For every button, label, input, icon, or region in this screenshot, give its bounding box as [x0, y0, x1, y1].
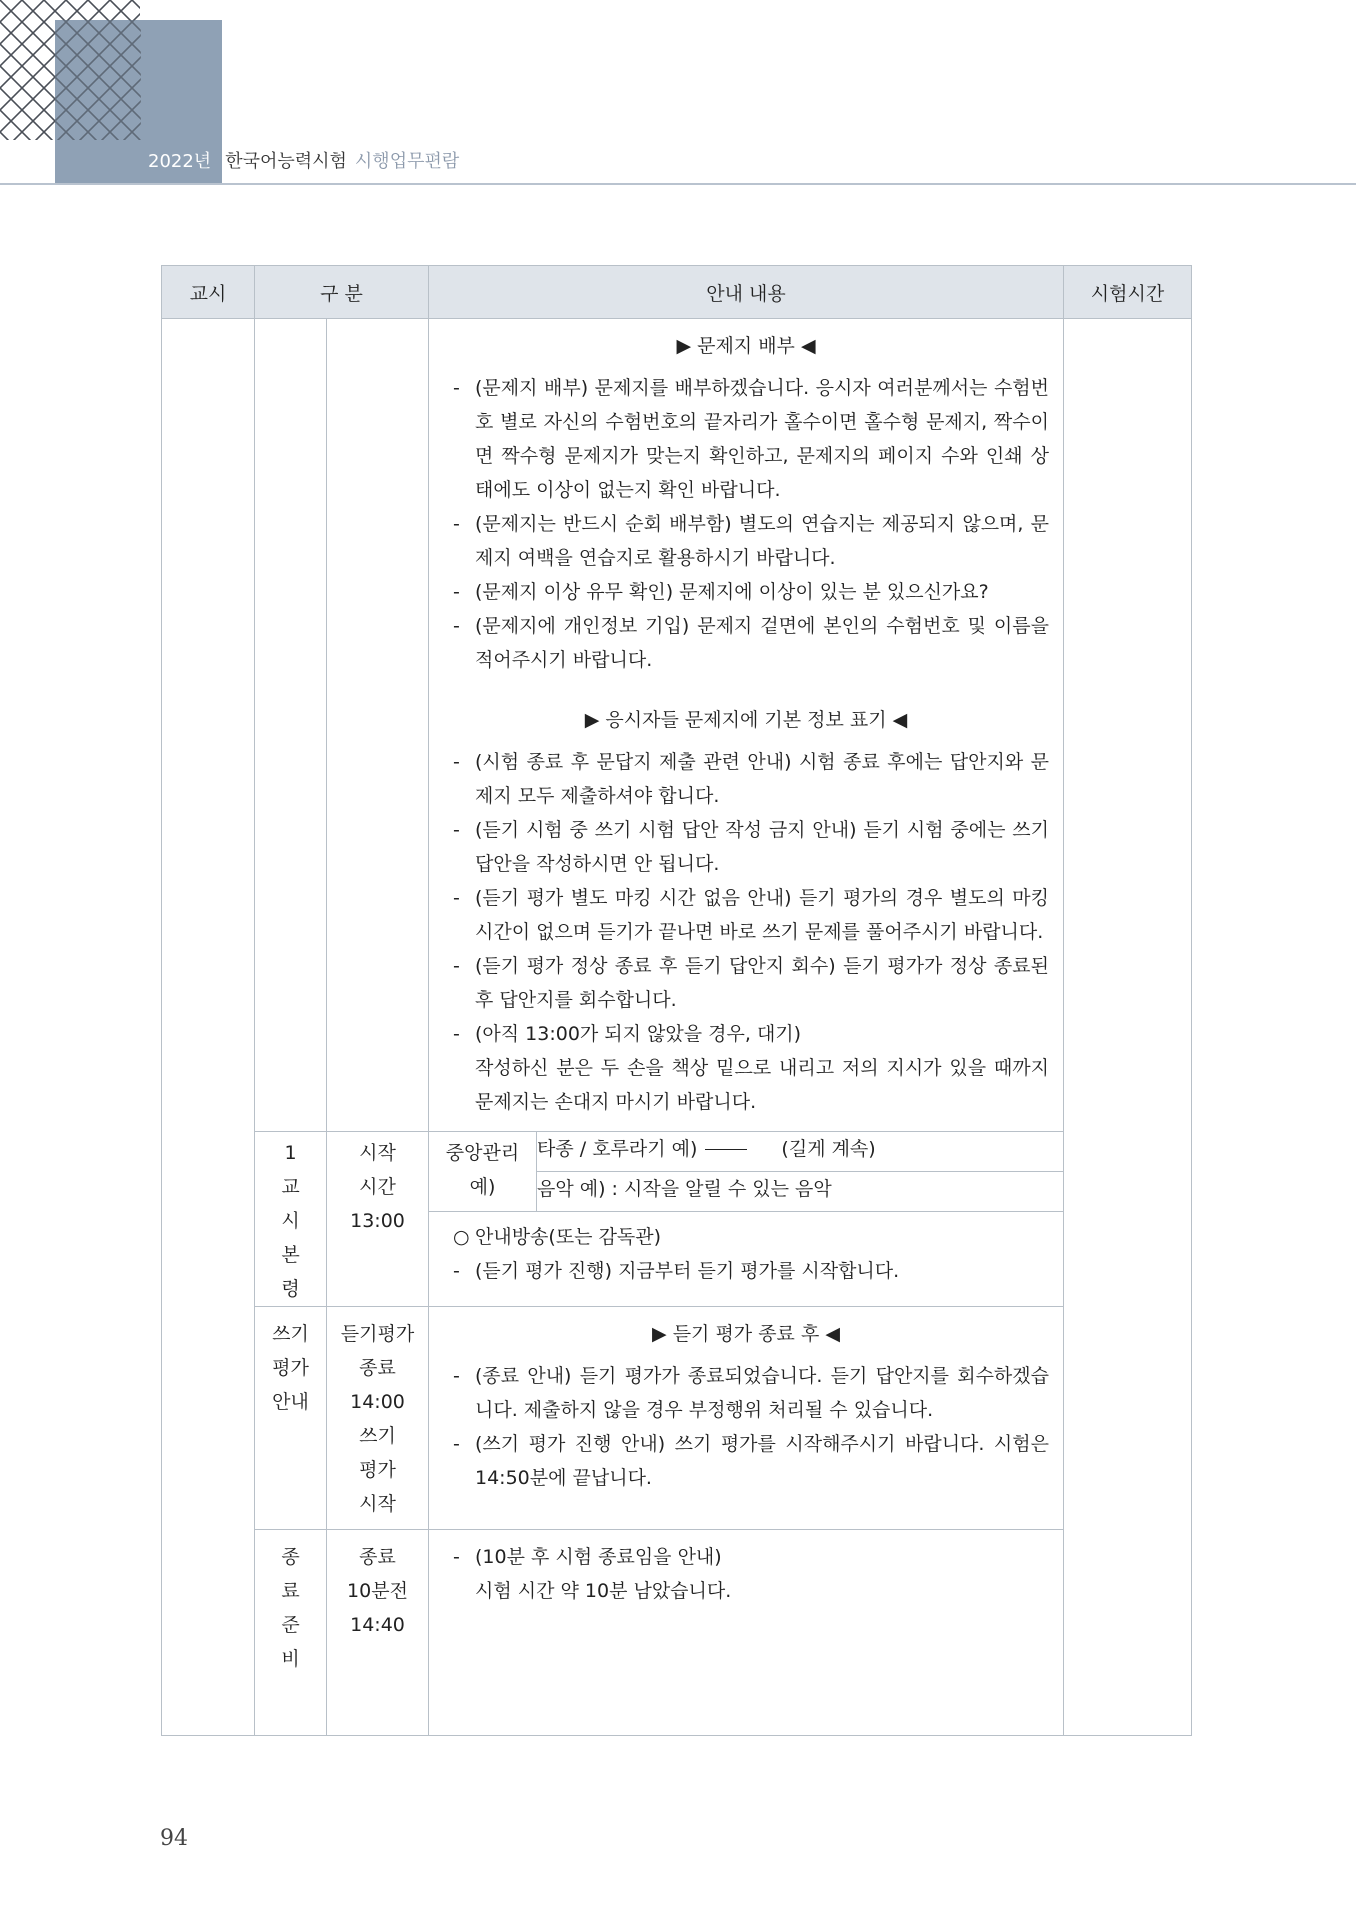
broadcast-cell [429, 1211, 1064, 1306]
table-row-writing [162, 1307, 1192, 1530]
category-main-writing: 쓰기 평가 안내 [255, 1307, 327, 1530]
content-cell-distribution [429, 319, 1064, 1132]
header-subtitle: 시행업무편람 [354, 151, 460, 172]
header-exam-name: 한국어능력시험 [225, 151, 347, 172]
header-rule [0, 183, 1356, 185]
table-row-distribution [162, 319, 1192, 1132]
list-item: - (문제지에 개인정보 기입) 문제지 겉면에 본인의 수험번호 및 이름을 적어주시기 바랍니다. [453, 615, 1049, 671]
basic-info-list [429, 745, 1063, 1119]
section-title-basic-info: ▶ 응시자들 문제지에 기본 정보 표기 ◀ [584, 709, 908, 731]
category-cell-empty-1 [255, 319, 327, 1132]
list-item: - (문제지 배부) 문제지를 배부하겠습니다. 응시자 여러분께서는 수험번호 별로 자신의 수험번호의 끝자리가 홀수이면 홀수형 문제지, 짝수이면 짝수형 문제지가 맞는지 확인하고, 문제지의 페이지 수와 인쇄 상태에도 이상이 없는지 확인 바랍니다. [453, 377, 1049, 501]
list-item: - (종료 안내) 듣기 평가가 종료되었습니다. 듣기 답안지를 회수하겠습니다. 제출하지 않을 경우 부정행위 처리될 수 있습니다. [453, 1365, 1049, 1421]
category-main-end: 종 료 준 비 [255, 1530, 327, 1736]
list-item: - (듣기 평가 진행) 지금부터 듣기 평가를 시작합니다. [453, 1259, 900, 1282]
header-year: 2022년 [148, 151, 212, 172]
category-main-start: 1 교 시 본 령 [255, 1132, 327, 1307]
table-row-start [162, 1132, 1192, 1172]
page-number: 94 [160, 1826, 188, 1851]
writing-list [429, 1359, 1063, 1495]
broadcast-list [453, 1254, 1049, 1288]
central-control-label: 중앙관리 예) [429, 1132, 537, 1212]
list-item: - (듣기 평가 별도 마킹 시간 없음 안내) 듣기 평가의 경우 별도의 마킹 시간이 없으며 듣기가 끝나면 바로 쓰기 문제를 풀어주시기 바랍니다. [453, 887, 1049, 943]
header-period: 교시 [162, 266, 255, 319]
time-cell [1064, 319, 1192, 1736]
table-row-end [162, 1530, 1192, 1736]
list-item: - (아직 13:00가 되지 않았을 경우, 대기) 작성하신 분은 두 손을 책상 밑으로 내리고 저의 지시가 있을 때까지 문제지는 손대지 마시기 바랍니다. [453, 1023, 1049, 1113]
list-item: - (듣기 시험 중 쓰기 시험 답안 작성 금지 안내) 듣기 시험 중에는 쓰기 답안을 작성하시면 안 됩니다. [453, 819, 1049, 875]
signal-music-line: 음악 예) : 시작을 알릴 수 있는 음악 [537, 1171, 1064, 1211]
running-header [148, 147, 459, 173]
broadcast-line: ○ 안내방송(또는 감독관) [453, 1225, 662, 1248]
list-item: - (문제지 이상 유무 확인) 문제지에 이상이 있는 분 있으신가요? [453, 581, 989, 603]
list-item: - (10분 후 시험 종료임을 안내) 시험 시간 약 10분 남았습니다. [453, 1546, 732, 1602]
end-list [429, 1540, 1063, 1608]
header-category: 구 분 [255, 266, 429, 319]
section-title-listening-end: ▶ 듣기 평가 종료 후 ◀ [652, 1323, 840, 1345]
table-header-row [162, 266, 1192, 319]
category-cell-empty-2 [327, 319, 429, 1132]
category-sub-end: 종료 10분전 14:40 [327, 1530, 429, 1736]
period-cell [162, 319, 255, 1736]
category-sub-writing: 듣기평가 종료 14:00 쓰기 평가 시작 [327, 1307, 429, 1530]
list-item: - (문제지는 반드시 순회 배부함) 별도의 연습지는 제공되지 않으며, 문제지 여백을 연습지로 활용하시기 바랍니다. [453, 513, 1049, 569]
header-time: 시험시간 [1064, 266, 1192, 319]
content-cell-end [429, 1530, 1064, 1736]
content-cell-writing [429, 1307, 1064, 1530]
list-item: - (듣기 평가 정상 종료 후 듣기 답안지 회수) 듣기 평가가 정상 종료된 후 답안지를 회수합니다. [453, 955, 1049, 1011]
section-title-distribution: ▶ 문제지 배부 ◀ [676, 335, 816, 357]
signal-bell-line: 타종 / 호루라기 예) (길게 계속) [537, 1132, 1064, 1172]
list-item: - (시험 종료 후 문답지 제출 관련 안내) 시험 종료 후에는 답안지와 문제지 모두 제출하셔야 합니다. [453, 751, 1049, 807]
header-content: 안내 내용 [429, 266, 1064, 319]
category-sub-start: 시작 시간 13:00 [327, 1132, 429, 1307]
distribution-list [429, 371, 1063, 677]
list-item: - (쓰기 평가 진행 안내) 쓰기 평가를 시작해주시기 바랍니다. 시험은 14:50분에 끝납니다. [453, 1433, 1049, 1489]
guide-table [161, 265, 1192, 1736]
